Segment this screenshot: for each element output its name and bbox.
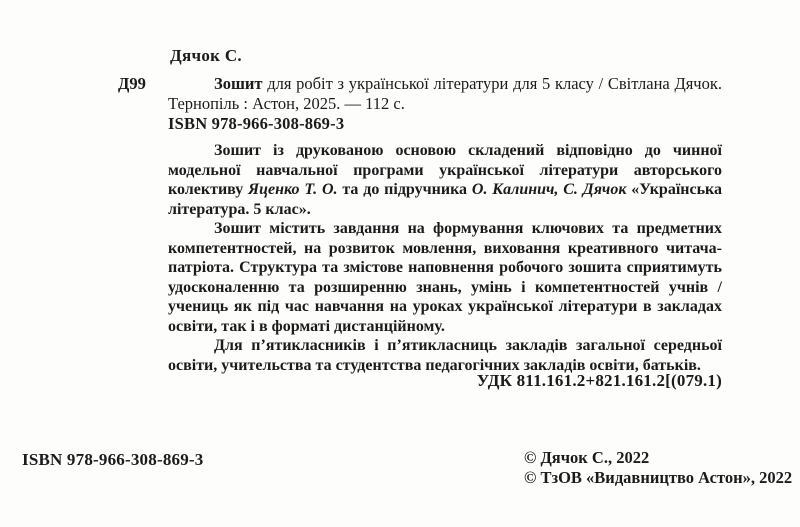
author-heading: Дячок С. [170, 46, 242, 65]
udc-code: УДК 811.161.2+821.161.2[(079.1) [476, 371, 722, 390]
annotation-paragraph-1: Зошит із друкованою основою складений відповідно до чинної модельної навчальної програми української літератури авторського колективу Яценко Т. О. та до підручника О. Калинич, С. Дячок «Українська література. 5 клас». [168, 142, 723, 218]
catalog-entry-block [118, 74, 722, 134]
copyright-block [524, 448, 792, 487]
annotation-block [168, 141, 722, 375]
copyright-line-publisher: © ТзОВ «Видавництво Астон», 2022 [524, 467, 793, 487]
copyright-line-author: © Дячок С., 2022 [524, 448, 650, 467]
annotation-paragraph-3: Для п’ятикласників і п’ятикласниць закладів загальної середньої освіти, учительства та студентства педагогічних закладів освіти, батьків. [168, 337, 722, 374]
catalog-code: Д99 [118, 74, 146, 93]
footer-isbn: ISBN 978-966-308-869-3 [22, 450, 204, 469]
annotation-paragraph-2: Зошит містить завдання на формування ключових та предметних компетентностей, на розвиток мовлення, виховання креативного читача-патріота. Структура та змістове наповнення робочого зошита сприятимуть удосконаленню та розширенню знань, умінь і компетентностей учнів / учениць як під час навчання на уроках української літератури в закладах освіти, так і в форматі дистанційному. [168, 220, 722, 335]
catalog-isbn: ISBN 978-966-308-869-3 [168, 114, 345, 133]
catalog-entry-text: Зошит для робіт з української літератури для 5 класу / Світлана Дячок. Тернопіль : Астон, 2025. — 112 с. [168, 74, 722, 113]
